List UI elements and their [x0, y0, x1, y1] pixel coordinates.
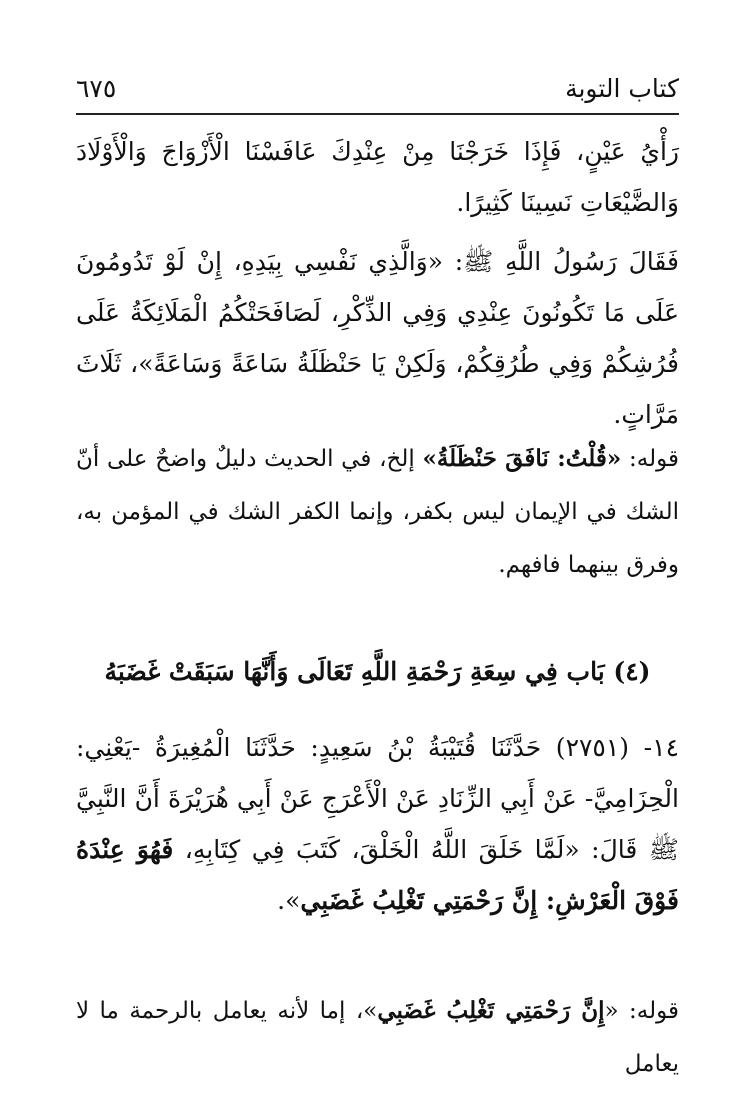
- commentary-2-text: [76, 984, 679, 1091]
- commentary-1-quote: «قُلْتُ: نَافَقَ حَنْظَلَةُ»: [422, 445, 622, 472]
- header-divider: [76, 113, 679, 115]
- chapter-heading: [76, 650, 679, 694]
- commentary-1-text: [76, 432, 679, 592]
- commentary-1-rest: إلخ، في الحديث دليلٌ واضحٌ على أنّ الشك في الإيمان ليس بكفر، وإنما الكفر الشك في المؤمن به، وفرق بينهما فافهم.: [76, 446, 679, 578]
- hadith-14-text: [76, 722, 679, 926]
- chapter-title: (٤) بَاب فِي سِعَةِ رَحْمَةِ اللَّهِ تَعَالَى وَأَنَّهَا سَبَقَتْ غَضَبَهُ: [104, 657, 651, 686]
- hadith-14-bold-phrase: فَهُوَ عِنْدَهُ فَوْقَ الْعَرْشِ: إِنَّ رَحْمَتِي تَغْلِبُ غَضَبِي: [76, 835, 679, 915]
- hadith-continuation-paragraph: [76, 126, 679, 228]
- prophet-saying-paragraph: [76, 236, 679, 440]
- commentary-2-rest: »، إما لأنه يعامل بالرحمة ما لا يعامل: [76, 998, 679, 1077]
- page-header: [76, 66, 679, 110]
- commentary-paragraph-1: [76, 432, 679, 592]
- commentary-1-prefix: قوله:: [621, 446, 679, 472]
- commentary-paragraph-2: [76, 984, 679, 1091]
- page-number: ٦٧٥: [76, 73, 117, 103]
- commentary-2-prefix: قوله: «: [604, 998, 679, 1024]
- hadith-continuation-text: رَأْيُ عَيْنٍ، فَإِذَا خَرَجْنَا مِنْ عِنْدِكَ عَافَسْنَا الْأَزْوَاجَ وَالْأَوْلَادَ وَالضَّيْعَاتِ نَسِينَا كَثِيرًا.: [76, 137, 679, 217]
- running-head-title: كتاب التوبة: [565, 73, 679, 103]
- commentary-2-quote: إِنَّ رَحْمَتِي تَغْلِبُ غَضَبِي: [377, 997, 605, 1024]
- hadith-14-end: ».: [277, 886, 301, 915]
- hadith-14-intro: ١٤- (٢٧٥١) حَدَّثَنَا قُتَيْبَةُ بْنُ سَعِيدٍ: حَدَّثَنَا الْمُغِيرَةُ -يَعْنِي: الْحِزَامِيَّ- عَنْ أَبِي الزِّنَادِ عَنْ الْأَعْرَجِ عَنْ أَبِي هُرَيْرَةَ أَنَّ النَّبِيَّ ﷺ قَالَ: «لَمَّا خَلَقَ اللَّهُ الْخَلْقَ، كَتَبَ فِي كِتَابِهِ،: [76, 733, 679, 864]
- hadith-14-paragraph: [76, 722, 679, 926]
- prophet-saying-text: فَقَالَ رَسُولُ اللَّهِ ﷺ: «وَالَّذِي نَفْسِي بِيَدِهِ، إِنْ لَوْ تَدُومُونَ عَلَى مَا تَكُونُونَ عِنْدِي وَفِي الذِّكْرِ، لَصَافَحَتْكُمُ الْمَلَائِكَةُ عَلَى فُرُشِكُمْ وَفِي طُرُقِكُمْ، وَلَكِنْ يَا حَنْظَلَةُ سَاعَةً وَسَاعَةً»، ثَلَاثَ مَرَّاتٍ.: [76, 247, 679, 429]
